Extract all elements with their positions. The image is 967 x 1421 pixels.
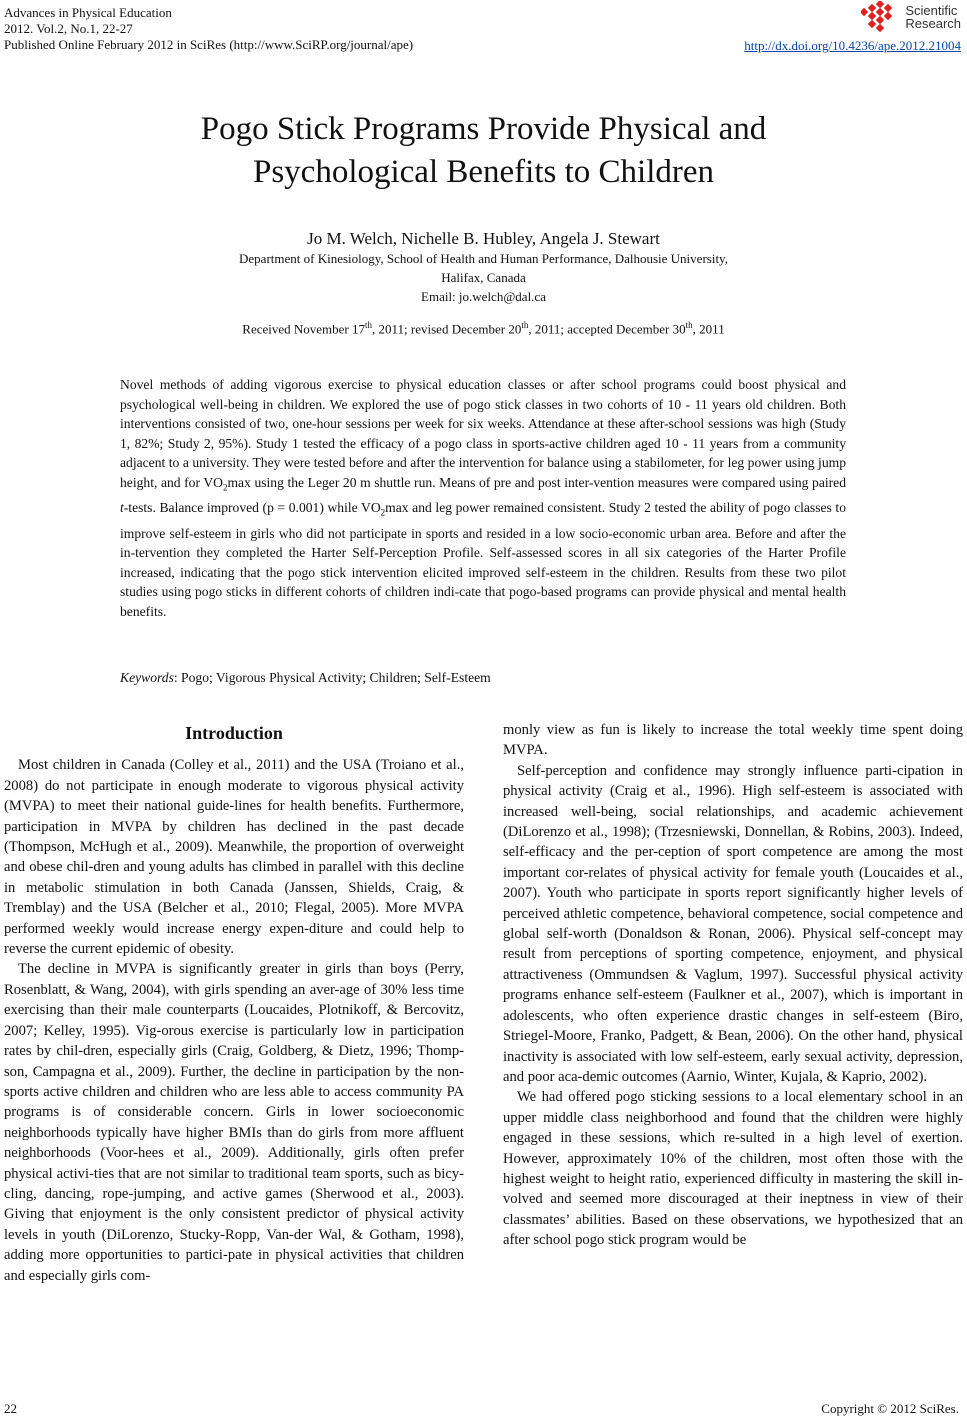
ordinal-suffix: th: [685, 320, 693, 330]
title-line-1: Pogo Stick Programs Provide Physical and: [200, 111, 767, 147]
paragraph: monly view as fun is likely to increase the total weekly time spent doing MVPA.: [503, 722, 963, 759]
paragraph: The decline in MVPA is significantly greater in girls than boys (Perry, Rosenblatt, & Wang, 2004), with girls spending an aver-age of 30% less time exercising than their male counterparts (Loucaides, Plotnikoff, & Bercovitz, 2007; Kelley, 1995). Vig-orous exercise is particularly low in participation rates by chil-dren, especially girls (Craig, Goldberg, & Dietz, 1996; Thomp-son, Campagna et al., 2009). Further, the decline in participation by the non-sports active children and children who are less able to access community PA programs is of considerable concern. Girls in lower socioeconomic neighborhoods typically have higher BMIs than do girls from more affluent neighborhoods (Voor-hees et al., 2009). Additionally, girls often prefer physical activi-ties that are not similar to traditional team sports, such as bicy-cling, dancing, rope-jumping, and active games (Sherwood et al., 2003). Giving that enjoyment is the only consistent predictor of physical activity levels in youth (DiLorenzo, Stucky-Ropp, Van-der Wal, & Gotham, 1998), adding more opportunities to partici-pate in physical activities that children and especially girls com-: [4, 961, 464, 1284]
copyright: Copyright © 2012 SciRes.: [821, 1401, 959, 1416]
affiliation: [0, 249, 967, 306]
right-column: [503, 720, 963, 1251]
page-number: 22: [4, 1401, 17, 1416]
section-heading: Introduction: [185, 723, 283, 743]
abstract-text: max using the Leger 20 m shuttle run. Means of pre and post inter-vention measures were compared using paired: [227, 474, 846, 490]
received-dates: [0, 320, 967, 337]
abstract: [120, 375, 846, 622]
abstract-text: max and leg power remained consistent. Study 2 tested the ability of pogo classes to improve self-esteem in girls who did not participate in sports and resided in a low socio-economic urban area. Before and after the in-tervention they completed the Harter Self-Perception Profile. Self-assessed scores in all six categories of the Harter Profile increased, indicating that the pogo stick intervention elicited improved self-esteem in the children. Results from these two pilot studies using pogo sticks in different cohorts of children indi-cate that pogo-based programs can provide physical and mental health benefits.: [120, 500, 846, 619]
ordinal-suffix: th: [521, 320, 529, 330]
journal-volume: 2012. Vol.2, No.1, 22-27: [4, 21, 133, 36]
italic-t: t: [120, 500, 124, 516]
year-text: , 2011: [692, 321, 725, 337]
title-line-2: Psychological Benefits to Children: [252, 154, 715, 190]
subscript: 2: [222, 482, 228, 493]
logo-line-2: Research: [905, 16, 961, 31]
logo-line-1: Scientific: [905, 3, 958, 18]
keywords: [120, 670, 846, 686]
header-right: [744, 1, 961, 54]
journal-name: Advances in Physical Education: [4, 5, 172, 20]
left-column: [4, 720, 464, 1286]
paragraph: Self-perception and confidence may strongly influence parti-cipation in physical activity (Craig et al., 1996). High self-esteem is associated with increased well-being, social relationships, and academic achievement (DiLorenzo et al., 1998); (Trzesniewski, Donnellan, & Robins, 2003). Indeed, self-efficacy and the per-ception of sport competence are among the most important cor-relates of physical activity for female youth (Loucaides et al., 2007). Youth who participate in sports report significantly higher levels of perceived athletic competence, behavioral competence, social competence and global self-worth (Donaldson & Ronan, 2006). Physical self-concept may result from perceptions of sporting competence, enjoyment, and physical attractiveness (Ommundsen & Vaglum, 1997). Successful physical activity programs enhance self-esteem (Faulkner et al., 2007), which is important in adolescents, who often experience drastic changes in self-esteem (Biro, Striegel-Moore, Franko, Padgett, & Bean, 2006). On the other hand, physical inactivity is associated with low self-esteem, early sexual activity, depression, and poor aca-demic outcomes (Aarnio, Winter, Kujala, & Kaprio, 2002).: [503, 762, 963, 1085]
paragraph: Most children in Canada (Colley et al., 2011) and the USA (Troiano et al., 2008) do not participate in enough moderate to vigorous physical activity (MVPA) to meet their national guide-lines for health benefits. Furthermore, participation in MVPA by children has declined in the past decade (Thompson, McHugh et al., 2009). Meanwhile, the proportion of overweight and obese chil-dren and young adults has climbed in parallel with this decline in metabolic stimulation in both Canada (Janssen, Shields, Craig, & Tremblay) and the USA (Belcher et al., 2010; Flegal, 2005). More MVPA performed weekly would increase energy expen-diture and could help to reverse the current epidemic of obesity.: [4, 757, 464, 958]
paper-title: [0, 108, 967, 194]
paragraph: We had offered pogo sticking sessions to a local elementary school in an upper middle class neighborhood and found that the children were highly engaged in these sessions, which re-sulted in a high level of exertion. However, approximately 10% of the children, most often those with the highest weight to height ratio, experienced difficulty in mastering the skill in-volved and seemed more discouraged at their ineptness in view of their classmates’ abilities. Based on these observations, we hypothesized that an after school pogo stick program would be: [503, 1089, 963, 1249]
author-email: Email: jo.welch@dal.ca: [421, 289, 546, 304]
abstract-text: -tests. Balance improved (p = 0.001) while VO: [123, 500, 381, 516]
authors: Jo M. Welch, Nichelle B. Hubley, Angela J. Stewart: [307, 229, 660, 248]
publisher-logo: [744, 1, 961, 33]
logo-wordmark: [905, 4, 961, 30]
publication-info: Published Online February 2012 in SciRes (http://www.SciRP.org/journal/ape): [4, 37, 414, 52]
keywords-label: Keywords: [120, 670, 174, 685]
ordinal-suffix: th: [365, 320, 373, 330]
received-text: Received November 17: [242, 321, 366, 337]
scientific-research-logo-icon: [861, 1, 901, 33]
keywords-text: : Pogo; Vigorous Physical Activity; Children; Self-Esteem: [173, 670, 491, 685]
affiliation-line-1: Department of Kinesiology, School of Health and Human Performance, Dalhousie University,: [239, 251, 728, 266]
doi-link[interactable]: http://dx.doi.org/10.4236/ape.2012.21004: [744, 38, 961, 53]
revised-text: , 2011; revised December 20: [372, 321, 522, 337]
abstract-text: Novel methods of adding vigorous exercise to physical education classes or after school programs could boost physical and psychological well-being in children. We explored the use of pogo stick classes in two cohorts of 10 - 11 years old children. Both interventions consisted of two, one-hour sessions per week for six weeks. Attendance at these after-school sessions was high (Study 1, 82%; Study 2, 95%). Study 1 tested the efficacy of a pogo class in sports-active children aged 10 - 11 years from a community adjacent to a university. They were tested before and after the intervention for balance using a stabilometer, for leg power using jump height, and for VO: [120, 377, 846, 490]
accepted-text: , 2011; accepted December 30: [528, 321, 686, 337]
subscript: 2: [380, 508, 386, 518]
affiliation-line-2: Halifax, Canada: [441, 270, 526, 285]
running-header: [4, 5, 413, 53]
